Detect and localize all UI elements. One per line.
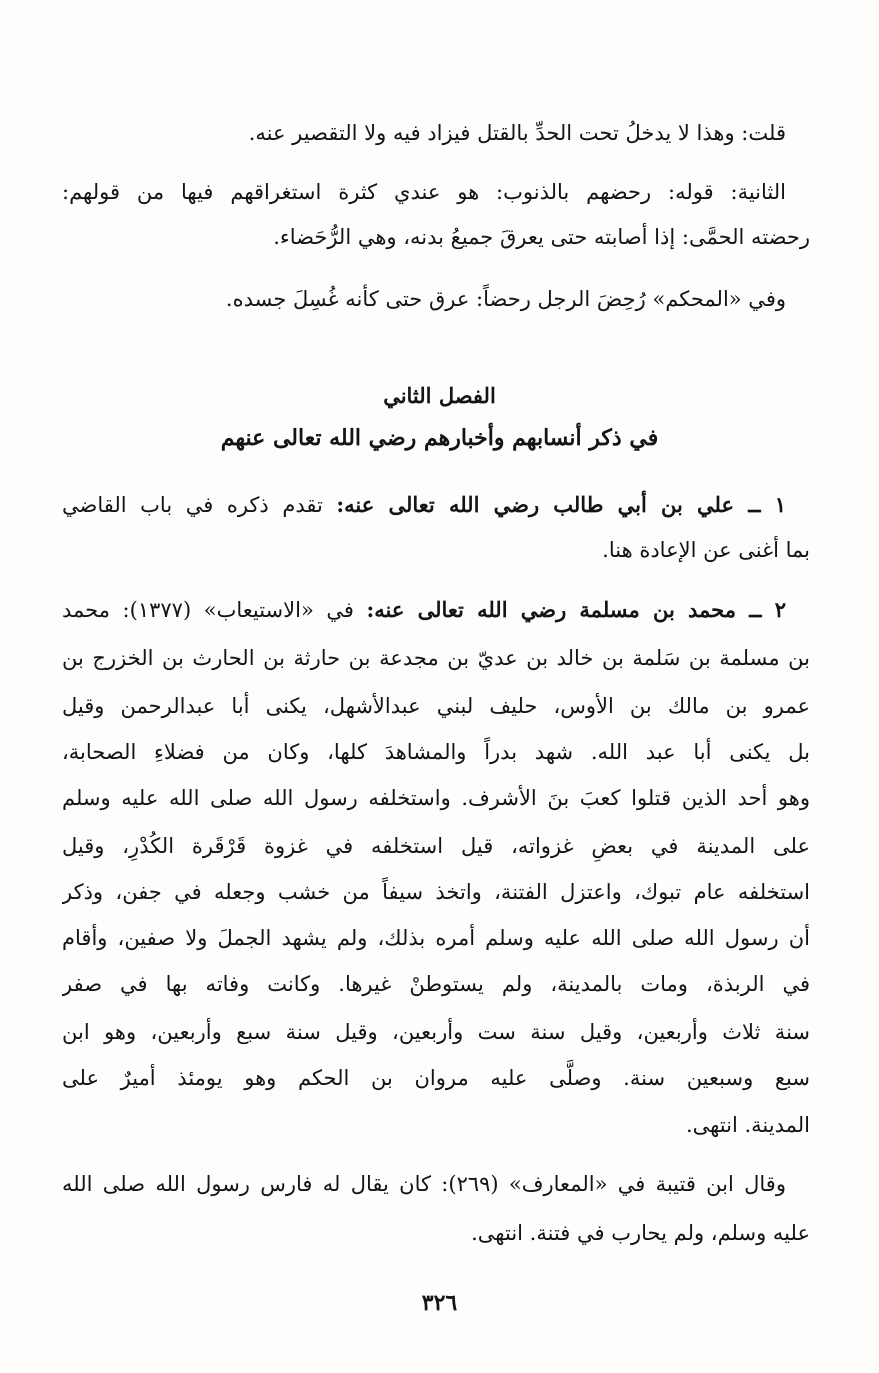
text-line: قلت: وهذا لا يدخلُ تحت الحدِّ بالقتل فيزاد فيه ولا التقصير عنه.	[248, 121, 786, 145]
text-line: المدينة. انتهى.	[685, 1113, 810, 1137]
text-line: الثانية: قوله: رحضهم بالذنوب: هو عندي كثرة استغراقهم فيها من قولهم:	[62, 180, 786, 204]
entry-text: تقدم ذكره في باب القاضي	[62, 493, 337, 517]
text-line: أن رسول الله صلى الله عليه وسلم أمره بذلك، ولم يشهد الجملَ ولا صفين، وأقام	[62, 926, 810, 950]
page-number: ٣٢٦	[421, 1290, 458, 1316]
text-line: على المدينة في بعضِ غزواته، قيل استخلفه في غزوة قَرْقَرة الكُدْرِ، وقيل	[62, 834, 810, 858]
chapter-title: الفصل الثاني	[383, 383, 496, 408]
text-line: عليه وسلم، ولم يحارب في فتنة. انتهى.	[471, 1221, 810, 1245]
text-line: وفي «المحكم» رُحِضَ الرجل رحضاً: عرق حتى كأنه غُسِلَ جسده.	[225, 287, 786, 311]
text-line: عمرو بن مالك بن الأوس، حليف لبني عبدالأشهل، يكنى أبا عبدالرحمن وقيل	[62, 694, 810, 718]
text-line: رحضته الحمَّى: إذا أصابته حتى يعرقَ جميعُ بدنه، وهي الرُّحَضاء.	[273, 225, 810, 249]
entry-heading: ١ ــ علي بن أبي طالب رضي الله تعالى عنه:	[336, 492, 787, 517]
entry-line	[62, 485, 810, 525]
entry-line	[62, 590, 810, 630]
text-line: استخلفه عام تبوك، واعتزل الفتنة، واتخذ سيفاً من خشب وجعله في جفن، وذكر	[62, 880, 810, 904]
text-line: بن مسلمة بن سَلمة بن خالد بن عديّ بن مجدعة بن حارثة بن الحارث بن الخزرج بن	[62, 646, 810, 670]
entry-text: في «الاستيعاب» (١٣٧٧): محمد	[62, 598, 367, 622]
text-line: سنة ثلاث وأربعين، وقيل سنة ست وأربعين، وقيل سنة سبع وأربعين، وهو ابن	[62, 1020, 810, 1044]
text-line: بل يكنى أبا عبد الله. شهد بدراً والمشاهدَ كلها، وكان من فضلاءِ الصحابة،	[62, 740, 810, 764]
text-line: بما أغنى عن الإعادة هنا.	[602, 538, 810, 562]
text-line: وقال ابن قتيبة في «المعارف» (٢٦٩): كان يقال له فارس رسول الله صلى الله	[62, 1172, 786, 1196]
text-line: سبع وسبعين سنة. وصلَّى عليه مروان بن الحكم وهو يومئذ أميرٌ على	[62, 1066, 810, 1090]
entry-heading: ٢ ــ محمد بن مسلمة رضي الله تعالى عنه:	[366, 597, 786, 622]
text-line: وهو أحد الذين قتلوا كعبَ بنَ الأشرف. واستخلفه رسول الله صلى الله عليه وسلم	[62, 786, 810, 810]
text-line: في الربذة، ومات بالمدينة، ولم يستوطنْ غيرها. وكانت وفاته بها في صفر	[62, 972, 810, 996]
chapter-subtitle: في ذكر أنسابهم وأخبارهم رضي الله تعالى عنهم	[220, 425, 659, 451]
